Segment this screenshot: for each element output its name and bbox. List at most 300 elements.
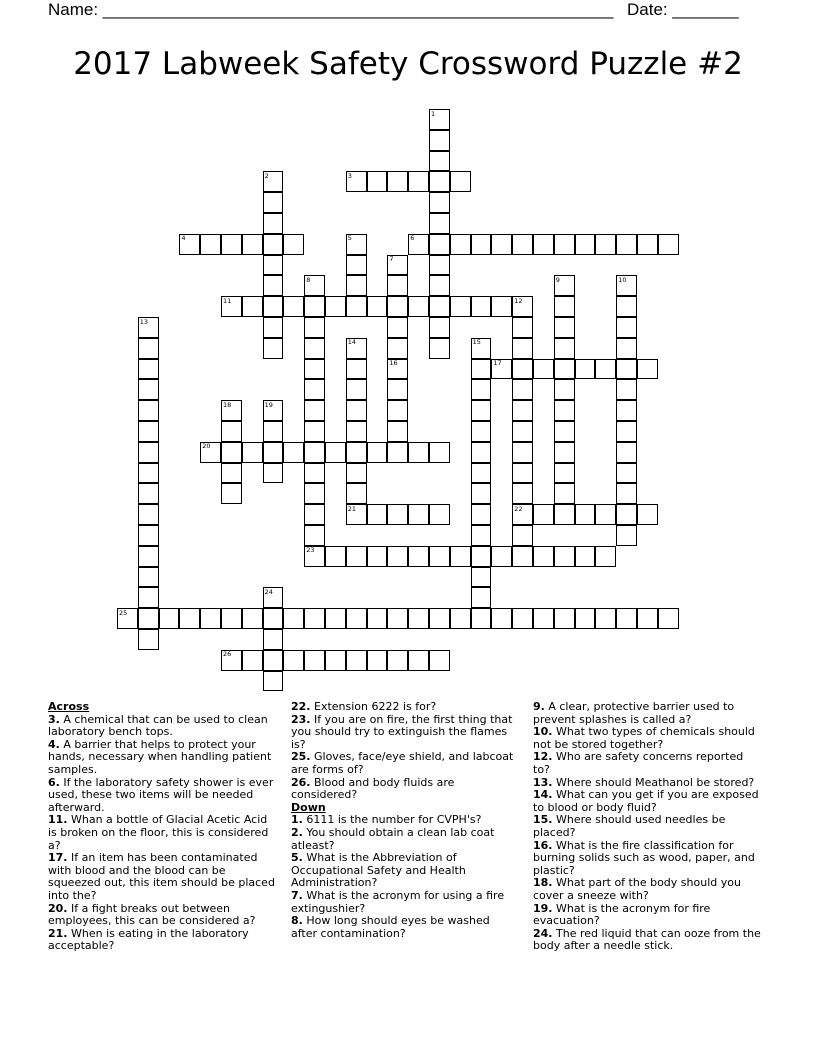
crossword-cell[interactable] — [138, 483, 159, 504]
crossword-cell[interactable] — [408, 608, 429, 629]
crossword-cell[interactable] — [200, 442, 221, 463]
crossword-cell[interactable] — [595, 546, 616, 567]
crossword-cell[interactable] — [304, 608, 325, 629]
crossword-cell[interactable] — [263, 587, 284, 608]
clue-column-1 — [48, 701, 276, 953]
crossword-cell[interactable] — [263, 317, 284, 338]
crossword-cell[interactable] — [304, 359, 325, 380]
down-clue-list-part-2 — [533, 701, 761, 953]
crossword-cell[interactable] — [263, 234, 284, 255]
crossword-cell[interactable] — [325, 546, 346, 567]
clue-item-text: 6111 is the number for CVPH's? — [302, 813, 482, 827]
crossword-cell[interactable] — [367, 442, 388, 463]
crossword-cell[interactable] — [450, 234, 471, 255]
clue-item-text: You should obtain a clean lab coat atleast? — [291, 825, 495, 852]
clue-number: 5 — [347, 234, 352, 243]
crossword-cell[interactable] — [408, 296, 429, 317]
crossword-cell[interactable] — [346, 421, 367, 442]
crossword-cell[interactable] — [533, 234, 554, 255]
crossword-cell[interactable] — [429, 171, 450, 192]
crossword-cell[interactable] — [471, 504, 492, 525]
crossword-cell[interactable] — [512, 359, 533, 380]
crossword-cell[interactable] — [367, 171, 388, 192]
crossword-cell[interactable] — [367, 650, 388, 671]
crossword-cell[interactable] — [221, 608, 242, 629]
crossword-cell[interactable] — [554, 400, 575, 421]
crossword-cell[interactable] — [471, 234, 492, 255]
crossword-cell[interactable] — [533, 504, 554, 525]
crossword-cell[interactable] — [304, 275, 325, 296]
crossword-cell[interactable] — [616, 504, 637, 525]
crossword-cell[interactable] — [263, 671, 284, 692]
clue-item-number: 26. — [291, 775, 311, 789]
crossword-cell[interactable] — [554, 546, 575, 567]
crossword-cell[interactable] — [471, 442, 492, 463]
crossword-cell[interactable] — [263, 171, 284, 192]
crossword-cell[interactable] — [554, 338, 575, 359]
crossword-cell[interactable] — [471, 296, 492, 317]
crossword-cell[interactable] — [242, 296, 263, 317]
clue-item-text: Blood and body fluids are considered? — [291, 775, 455, 802]
crossword-cell[interactable] — [554, 463, 575, 484]
clue-item-text: What can you get if you are exposed to blood or body fluid? — [533, 788, 759, 814]
crossword-cell[interactable] — [221, 463, 242, 484]
clue-item-number: 3. — [48, 712, 60, 726]
crossword-cell[interactable] — [471, 546, 492, 567]
crossword-cell[interactable] — [304, 525, 325, 546]
clue-item — [48, 928, 276, 953]
crossword-cell[interactable] — [263, 629, 284, 650]
crossword-cell[interactable] — [408, 234, 429, 255]
crossword-cell[interactable] — [429, 296, 450, 317]
crossword-cell[interactable] — [408, 171, 429, 192]
clue-item-number: 2. — [291, 825, 303, 839]
crossword-cell[interactable] — [387, 400, 408, 421]
clue-item — [291, 751, 519, 776]
crossword-cell[interactable] — [554, 359, 575, 380]
crossword-cell[interactable] — [138, 421, 159, 442]
crossword-cell[interactable] — [616, 338, 637, 359]
clue-item-number: 15. — [533, 813, 553, 827]
crossword-cell[interactable] — [387, 504, 408, 525]
crossword-cell[interactable] — [346, 171, 367, 192]
crossword-cell[interactable] — [471, 463, 492, 484]
crossword-cell[interactable] — [491, 546, 512, 567]
crossword-cell[interactable] — [221, 421, 242, 442]
crossword-cell[interactable] — [304, 338, 325, 359]
crossword-cell[interactable] — [533, 608, 554, 629]
clue-item — [533, 814, 761, 839]
crossword-cell[interactable] — [429, 192, 450, 213]
crossword-cell[interactable] — [637, 608, 658, 629]
crossword-cell[interactable] — [512, 296, 533, 317]
crossword-cell[interactable] — [117, 608, 138, 629]
crossword-cell[interactable] — [325, 442, 346, 463]
crossword-cell[interactable] — [304, 483, 325, 504]
crossword-cell[interactable] — [575, 234, 596, 255]
crossword-cell[interactable] — [346, 442, 367, 463]
crossword-cell[interactable] — [387, 650, 408, 671]
name-field-label[interactable]: Name: ______________________________________________________ — [48, 0, 614, 19]
crossword-cell[interactable] — [429, 255, 450, 276]
clue-item-number: 8. — [291, 914, 303, 928]
crossword-cell[interactable] — [221, 442, 242, 463]
crossword-cell[interactable] — [179, 234, 200, 255]
crossword-cell[interactable] — [346, 275, 367, 296]
crossword-cell[interactable] — [263, 275, 284, 296]
crossword-cell[interactable] — [554, 379, 575, 400]
crossword-cell[interactable] — [429, 317, 450, 338]
crossword-cell[interactable] — [304, 504, 325, 525]
crossword-cell[interactable] — [346, 338, 367, 359]
clue-item-number: 17. — [48, 851, 68, 865]
crossword-cell[interactable] — [346, 504, 367, 525]
crossword-cell[interactable] — [387, 296, 408, 317]
crossword-cell[interactable] — [450, 608, 471, 629]
clue-item-text: A barrier that helps to protect your hands, necessary when handling patient samples. — [48, 737, 272, 776]
clue-item — [533, 789, 761, 814]
crossword-cell[interactable] — [346, 255, 367, 276]
crossword-cell[interactable] — [512, 525, 533, 546]
crossword-cell[interactable] — [512, 421, 533, 442]
crossword-cell[interactable] — [263, 213, 284, 234]
crossword-cell[interactable] — [221, 400, 242, 421]
crossword-cell[interactable] — [554, 442, 575, 463]
crossword-cell[interactable] — [471, 379, 492, 400]
crossword-cell[interactable] — [554, 421, 575, 442]
crossword-cell[interactable] — [471, 421, 492, 442]
clue-item-number: 13. — [533, 775, 553, 789]
crossword-cell[interactable] — [263, 338, 284, 359]
crossword-cell[interactable] — [429, 234, 450, 255]
crossword-cell[interactable] — [554, 608, 575, 629]
crossword-cell[interactable] — [471, 483, 492, 504]
crossword-cell[interactable] — [138, 546, 159, 567]
crossword-cell[interactable] — [242, 650, 263, 671]
crossword-cell[interactable] — [595, 234, 616, 255]
crossword-cell[interactable] — [387, 317, 408, 338]
crossword-cell[interactable] — [429, 442, 450, 463]
crossword-cell[interactable] — [575, 608, 596, 629]
crossword-cell[interactable] — [533, 546, 554, 567]
crossword-cell[interactable] — [304, 400, 325, 421]
crossword-cell[interactable] — [408, 650, 429, 671]
crossword-cell[interactable] — [616, 234, 637, 255]
down-clue-list-part-1 — [291, 814, 519, 940]
crossword-cell[interactable] — [575, 359, 596, 380]
crossword-cell[interactable] — [263, 442, 284, 463]
crossword-cell[interactable] — [325, 296, 346, 317]
crossword-cell[interactable] — [138, 359, 159, 380]
down-heading: Down — [291, 800, 326, 814]
clue-item-text: What is the acronym for using a fire extingushier? — [291, 888, 505, 915]
crossword-cell[interactable] — [554, 317, 575, 338]
crossword-cell[interactable] — [367, 504, 388, 525]
clue-item-number: 23. — [291, 712, 311, 726]
crossword-cell[interactable] — [429, 109, 450, 130]
crossword-cell[interactable] — [616, 442, 637, 463]
crossword-cell[interactable] — [263, 255, 284, 276]
crossword-cell[interactable] — [429, 275, 450, 296]
clue-item — [533, 701, 761, 726]
crossword-cell[interactable] — [471, 338, 492, 359]
crossword-cell[interactable] — [554, 234, 575, 255]
crossword-cell[interactable] — [346, 400, 367, 421]
clue-number: 14 — [347, 338, 357, 347]
clue-number: 9 — [555, 275, 560, 284]
clue-item — [291, 714, 519, 752]
crossword-cell[interactable] — [325, 608, 346, 629]
crossword-cell[interactable] — [512, 400, 533, 421]
crossword-cell[interactable] — [616, 359, 637, 380]
crossword-cell[interactable] — [616, 296, 637, 317]
clue-item-number: 7. — [291, 888, 303, 902]
crossword-cell[interactable] — [429, 213, 450, 234]
crossword-cell[interactable] — [138, 317, 159, 338]
clue-item-text: A chemical that can be used to clean laboratory bench tops. — [48, 712, 268, 739]
crossword-cell[interactable] — [637, 359, 658, 380]
crossword-cell[interactable] — [304, 546, 325, 567]
clue-item — [48, 903, 276, 928]
clue-item — [533, 903, 761, 928]
crossword-cell[interactable] — [554, 483, 575, 504]
crossword-cell[interactable] — [304, 442, 325, 463]
crossword-cell[interactable] — [616, 317, 637, 338]
crossword-cell[interactable] — [595, 504, 616, 525]
crossword-cell[interactable] — [658, 608, 679, 629]
crossword-cell[interactable] — [263, 463, 284, 484]
date-field-label[interactable]: Date: _______ — [627, 0, 739, 19]
crossword-cell[interactable] — [263, 400, 284, 421]
crossword-cell[interactable] — [491, 608, 512, 629]
crossword-cell[interactable] — [387, 546, 408, 567]
crossword-cell[interactable] — [304, 421, 325, 442]
crossword-cell[interactable] — [387, 379, 408, 400]
crossword-cell[interactable] — [575, 504, 596, 525]
crossword-cell[interactable] — [554, 504, 575, 525]
crossword-cell[interactable] — [471, 400, 492, 421]
crossword-cell[interactable] — [616, 483, 637, 504]
crossword-cell[interactable] — [616, 608, 637, 629]
crossword-cell[interactable] — [346, 296, 367, 317]
crossword-cell[interactable] — [304, 379, 325, 400]
clue-number: 1 — [431, 109, 436, 118]
crossword-cell[interactable] — [221, 234, 242, 255]
crossword-cell[interactable] — [263, 192, 284, 213]
crossword-cell[interactable] — [346, 463, 367, 484]
crossword-cell[interactable] — [346, 234, 367, 255]
crossword-cell[interactable] — [263, 650, 284, 671]
crossword-cell[interactable] — [346, 608, 367, 629]
crossword-cell[interactable] — [221, 296, 242, 317]
crossword-cell[interactable] — [283, 608, 304, 629]
crossword-cell[interactable] — [367, 296, 388, 317]
crossword-cell[interactable] — [387, 359, 408, 380]
crossword-cell[interactable] — [408, 442, 429, 463]
crossword-cell[interactable] — [346, 546, 367, 567]
crossword-cell[interactable] — [283, 442, 304, 463]
crossword-cell[interactable] — [575, 546, 596, 567]
clue-item-text: If an item has been contaminated with blood and the blood can be squeezed out, this item should be placed into the? — [48, 851, 275, 902]
crossword-cell[interactable] — [429, 650, 450, 671]
crossword-cell[interactable] — [491, 234, 512, 255]
crossword-cell[interactable] — [512, 546, 533, 567]
clue-item-text: Whan a bottle of Glacial Acetic Acid is broken on the floor, this is considered a? — [48, 813, 269, 852]
crossword-cell[interactable] — [387, 608, 408, 629]
crossword-cell[interactable] — [387, 338, 408, 359]
crossword-cell[interactable] — [512, 463, 533, 484]
crossword-cell[interactable] — [242, 442, 263, 463]
crossword-cell[interactable] — [533, 359, 554, 380]
across-clue-list-part-2 — [291, 701, 519, 802]
crossword-cell[interactable] — [138, 400, 159, 421]
crossword-cell[interactable] — [429, 546, 450, 567]
clue-item — [291, 915, 519, 940]
clue-column-2 — [291, 701, 519, 940]
crossword-cell[interactable] — [367, 546, 388, 567]
crossword-cell[interactable] — [429, 504, 450, 525]
crossword-cell[interactable] — [221, 483, 242, 504]
crossword-cell[interactable] — [429, 608, 450, 629]
clue-item — [291, 890, 519, 915]
clue-item-number: 14. — [533, 788, 553, 802]
clue-item-number: 9. — [533, 700, 545, 713]
crossword-cell[interactable] — [138, 463, 159, 484]
clue-item-text: Where should used needles be placed? — [533, 813, 726, 839]
crossword-cell[interactable] — [450, 171, 471, 192]
clue-item-text: What is the acronym for fire evacuation? — [533, 901, 711, 928]
crossword-cell[interactable] — [304, 296, 325, 317]
crossword-cell[interactable] — [159, 608, 180, 629]
clue-item-number: 25. — [291, 750, 311, 764]
crossword-cell[interactable] — [346, 359, 367, 380]
crossword-cell[interactable] — [554, 275, 575, 296]
crossword-cell[interactable] — [616, 463, 637, 484]
crossword-cell[interactable] — [616, 275, 637, 296]
clue-column-3 — [533, 701, 761, 953]
crossword-cell[interactable] — [283, 234, 304, 255]
clue-number: 7 — [389, 255, 394, 264]
crossword-cell[interactable] — [283, 650, 304, 671]
crossword-cell[interactable] — [658, 234, 679, 255]
crossword-cell[interactable] — [138, 629, 159, 650]
crossword-cell[interactable] — [491, 296, 512, 317]
clue-item-text: What is the fire classification for burning solids such as wood, paper, and plastic? — [533, 838, 755, 877]
crossword-cell[interactable] — [512, 317, 533, 338]
clue-item — [533, 840, 761, 878]
crossword-cell[interactable] — [408, 504, 429, 525]
crossword-cell[interactable] — [367, 608, 388, 629]
crossword-cell[interactable] — [138, 442, 159, 463]
crossword-cell[interactable] — [471, 567, 492, 588]
crossword-cell[interactable] — [512, 442, 533, 463]
crossword-cell[interactable] — [346, 650, 367, 671]
crossword-cell[interactable] — [304, 650, 325, 671]
clue-item — [533, 726, 761, 751]
crossword-cell[interactable] — [616, 400, 637, 421]
crossword-cell[interactable] — [512, 483, 533, 504]
crossword-cell[interactable] — [346, 483, 367, 504]
crossword-cell[interactable] — [471, 359, 492, 380]
crossword-cell[interactable] — [138, 504, 159, 525]
crossword-cell[interactable] — [346, 379, 367, 400]
crossword-cell[interactable] — [387, 421, 408, 442]
crossword-cell[interactable] — [304, 317, 325, 338]
clue-item-number: 16. — [533, 838, 553, 852]
crossword-cell[interactable] — [429, 151, 450, 172]
crossword-cell[interactable] — [263, 296, 284, 317]
crossword-cell[interactable] — [242, 608, 263, 629]
crossword-cell[interactable] — [429, 130, 450, 151]
crossword-cell[interactable] — [471, 587, 492, 608]
clue-item — [48, 714, 276, 739]
crossword-cell[interactable] — [512, 379, 533, 400]
crossword-cell[interactable] — [595, 608, 616, 629]
crossword-cell[interactable] — [200, 234, 221, 255]
crossword-cell[interactable] — [408, 546, 429, 567]
crossword-cell[interactable] — [200, 608, 221, 629]
crossword-cell[interactable] — [263, 421, 284, 442]
crossword-cell[interactable] — [325, 650, 346, 671]
crossword-cell[interactable] — [138, 567, 159, 588]
crossword-cell[interactable] — [512, 234, 533, 255]
crossword-cell[interactable] — [138, 608, 159, 629]
crossword-cell[interactable] — [637, 504, 658, 525]
crossword-cell[interactable] — [138, 525, 159, 546]
crossword-cell[interactable] — [595, 359, 616, 380]
clue-item-text: Who are safety concerns reported to? — [533, 750, 744, 776]
crossword-cell[interactable] — [512, 338, 533, 359]
clue-number: 25 — [119, 608, 128, 617]
crossword-cell[interactable] — [512, 504, 533, 525]
crossword-cell[interactable] — [283, 296, 304, 317]
crossword-cell[interactable] — [387, 171, 408, 192]
crossword-cell[interactable] — [616, 421, 637, 442]
crossword-cell[interactable] — [387, 275, 408, 296]
crossword-cell[interactable] — [512, 608, 533, 629]
clue-item-text: If you are on fire, the first thing that you should try to extinguish the flames is? — [291, 712, 513, 751]
crossword-cell[interactable] — [221, 650, 242, 671]
crossword-cell[interactable] — [554, 296, 575, 317]
clue-item — [291, 827, 519, 852]
clue-item — [291, 777, 519, 802]
clue-item-text: If a fight breaks out between employees, this can be considered a? — [48, 901, 256, 928]
crossword-cell[interactable] — [491, 359, 512, 380]
crossword-cell[interactable] — [616, 525, 637, 546]
clue-number: 23 — [306, 546, 315, 555]
clue-item — [48, 852, 276, 902]
crossword-cell[interactable] — [138, 379, 159, 400]
crossword-cell[interactable] — [450, 296, 471, 317]
clue-item — [533, 928, 761, 953]
crossword-cell[interactable] — [637, 234, 658, 255]
crossword-cell[interactable] — [242, 234, 263, 255]
clue-item-number: 12. — [533, 750, 553, 764]
crossword-cell[interactable] — [616, 379, 637, 400]
crossword-cell[interactable] — [429, 338, 450, 359]
crossword-cell[interactable] — [138, 587, 159, 608]
crossword-cell[interactable] — [179, 608, 200, 629]
crossword-cell[interactable] — [387, 442, 408, 463]
clue-number: 21 — [347, 504, 357, 513]
crossword-cell[interactable] — [387, 255, 408, 276]
crossword-cell[interactable] — [304, 463, 325, 484]
crossword-cell[interactable] — [138, 338, 159, 359]
crossword-cell[interactable] — [471, 525, 492, 546]
crossword-cell[interactable] — [471, 608, 492, 629]
crossword-cell[interactable] — [450, 546, 471, 567]
crossword-cell[interactable] — [263, 608, 284, 629]
